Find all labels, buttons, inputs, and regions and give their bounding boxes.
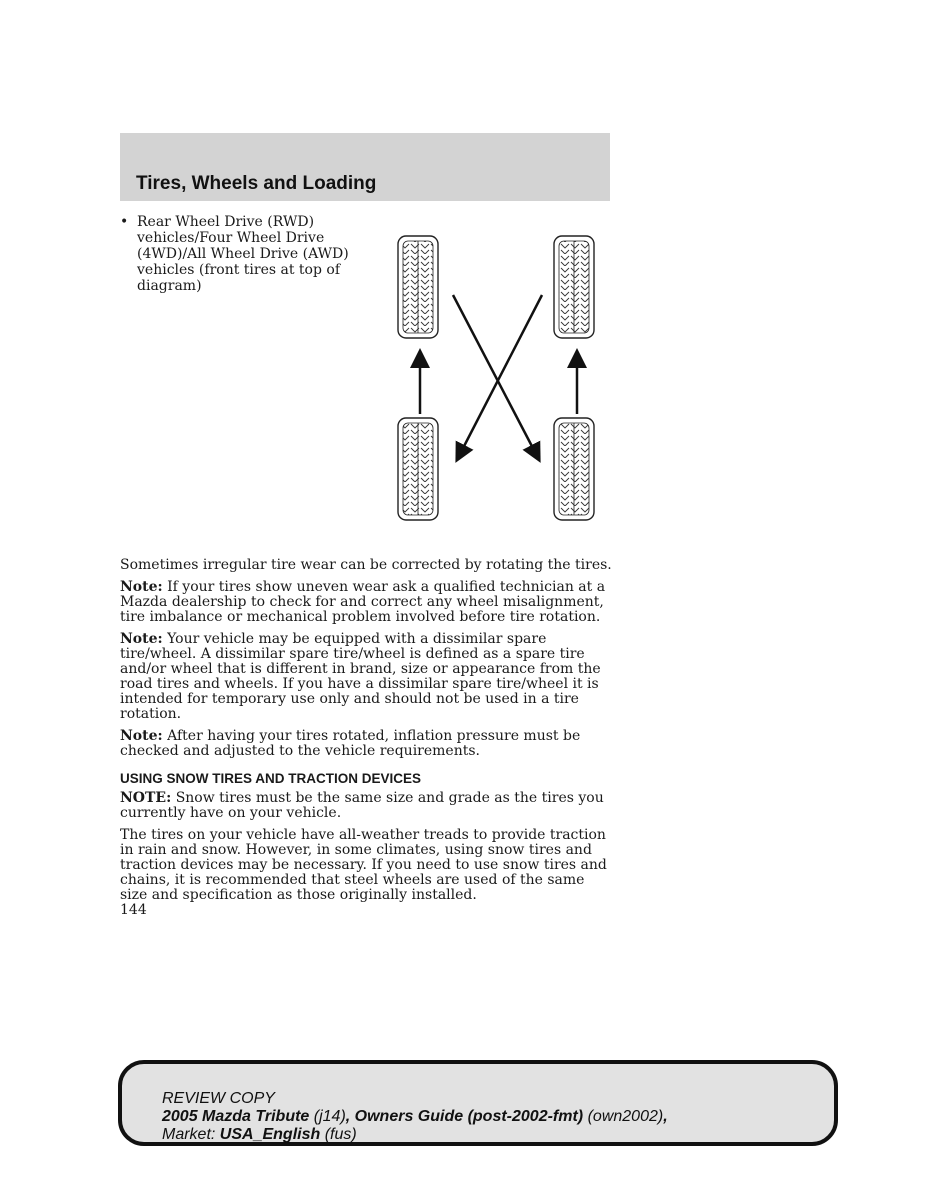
footer-market-label: Market: bbox=[162, 1126, 220, 1143]
note-text: Your vehicle may be equipped with a dissimilar spare tire/wheel. A dissimilar spare tire/wheel is defined as a spare tire and/or wheel that is different in brand, size or appearance from the road tires and wheels. If you have a dissimilar spare tire/wheel it is intended for temporary use only and should not be used in a tire rotation. bbox=[120, 631, 601, 722]
arrow-front-right-to-rear-left bbox=[460, 295, 542, 454]
note-label: Note: bbox=[120, 728, 163, 744]
paragraph-note-pressure bbox=[120, 729, 615, 759]
paragraph-note-uneven-wear bbox=[120, 580, 615, 625]
review-footer bbox=[118, 1060, 838, 1146]
note-text: Snow tires must be the same size and grade as the tires you currently have on your vehicle. bbox=[120, 790, 604, 821]
footer-market: USA_English bbox=[219, 1126, 321, 1143]
note-label: Note: bbox=[120, 579, 163, 595]
section-title: Tires, Wheels and Loading bbox=[136, 173, 377, 194]
tire-rear-left bbox=[398, 418, 438, 520]
note-text: If your tires show uneven wear ask a qualified technician at a Mazda dealership to check for and correct any wheel misalignment, tire imbalance or mechanical problem involved before tire rotation. bbox=[120, 579, 606, 625]
footer-text bbox=[162, 1090, 668, 1144]
note-text: After having your tires rotated, inflation pressure must be checked and adjusted to the vehicle requirements. bbox=[120, 728, 581, 759]
footer-market-code: (fus) bbox=[320, 1126, 357, 1143]
paragraph-snow-traction: The tires on your vehicle have all-weather treads to provide traction in rain and snow. However, in some climates, using snow tires and traction devices may be necessary. If you need to use snow tires and chains, it is recommended that steel wheels are used of the same size and specification as those originally installed. bbox=[120, 827, 607, 903]
footer-guide: Owners Guide (post-2002-fmt) bbox=[354, 1108, 584, 1125]
bullet-text: Rear Wheel Drive (RWD) vehicles/Four Wheel Drive (4WD)/All Wheel Drive (AWD) vehicles (front tires at top of diagram) bbox=[137, 214, 349, 294]
paragraph-note-snow-size bbox=[120, 791, 615, 821]
footer-model-code: (j14) bbox=[309, 1108, 346, 1125]
footer-sep2: , bbox=[663, 1108, 668, 1125]
tire-rotation-diagram bbox=[390, 230, 610, 530]
subheading-snow-tires: USING SNOW TIRES AND TRACTION DEVICES bbox=[120, 771, 422, 786]
paragraph-rotation: Sometimes irregular tire wear can be corrected by rotating the tires. bbox=[120, 557, 612, 573]
paragraph-note-spare bbox=[120, 632, 615, 722]
page-number: 144 bbox=[120, 902, 147, 918]
tire-front-right bbox=[554, 236, 594, 338]
footer-review-copy: REVIEW COPY bbox=[162, 1090, 275, 1107]
arrow-front-left-to-rear-right bbox=[453, 295, 536, 454]
footer-guide-code: (own2002) bbox=[583, 1108, 664, 1125]
bullet-dot: • bbox=[120, 214, 129, 230]
footer-line2 bbox=[162, 1108, 668, 1126]
note-label: NOTE: bbox=[120, 790, 172, 806]
note-label: Note: bbox=[120, 631, 163, 647]
tire-front-left bbox=[398, 236, 438, 338]
footer-line3 bbox=[162, 1126, 668, 1144]
tire-rear-right bbox=[554, 418, 594, 520]
footer-sep1: , bbox=[345, 1108, 355, 1125]
body-text bbox=[120, 558, 615, 910]
bullet-item bbox=[120, 214, 365, 294]
footer-model: 2005 Mazda Tribute bbox=[162, 1108, 310, 1125]
